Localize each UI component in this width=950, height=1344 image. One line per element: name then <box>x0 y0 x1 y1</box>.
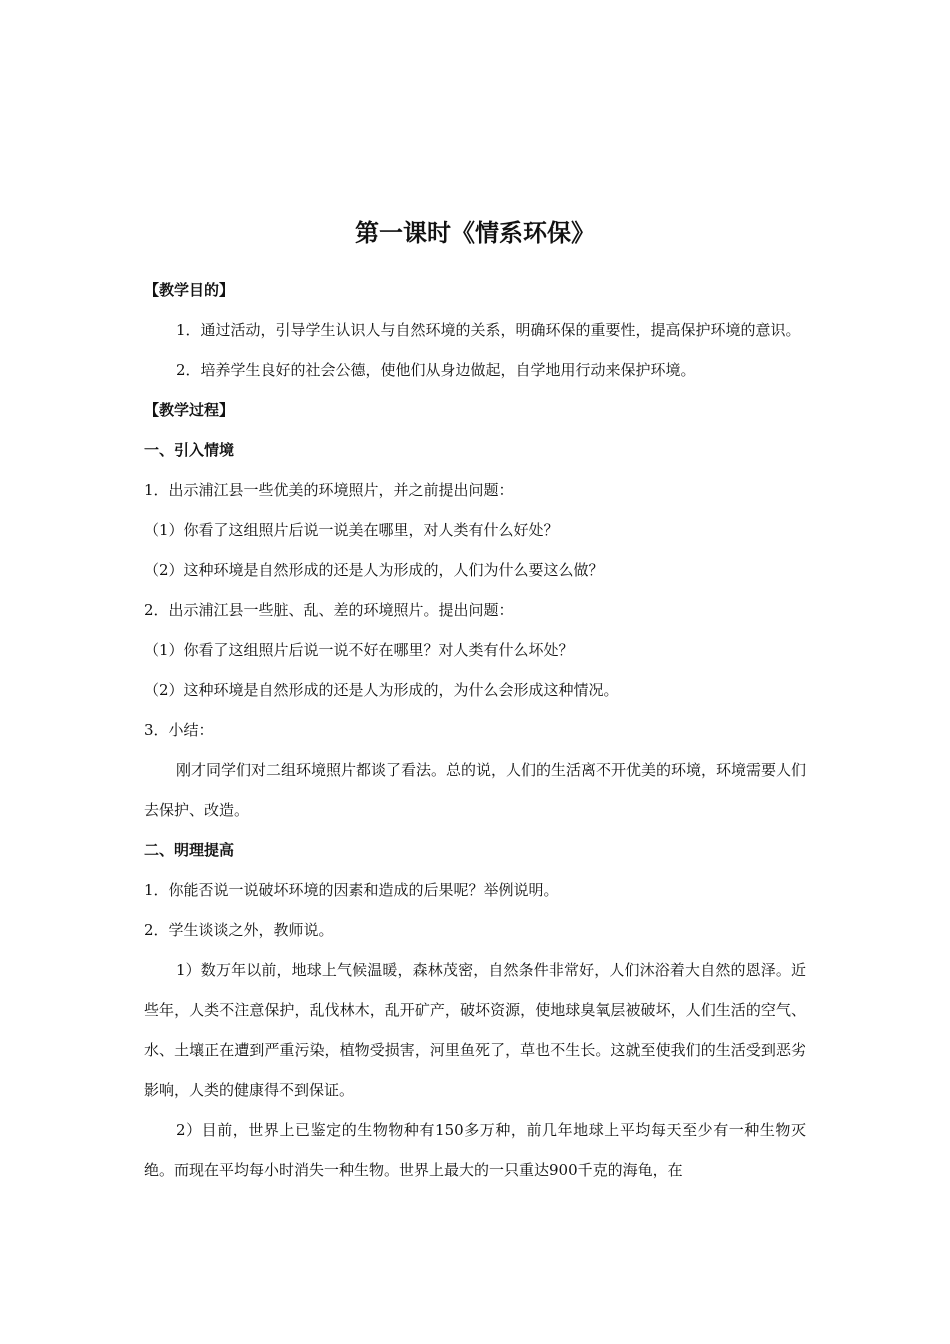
part1-item-2-question-1: （1）你看了这组照片后说一说不好在哪里？对人类有什么坏处？ <box>144 641 574 659</box>
part2-item-1: 1．你能否说一说破坏环境的因素和造成的后果呢？举例说明。 <box>144 881 559 899</box>
document-body <box>144 270 806 1190</box>
objective-2: 2．培养学生良好的社会公德，使他们从身边做起，自学地用行动来保护环境。 <box>176 361 696 379</box>
part2-item-2: 2．学生谈谈之外，教师说。 <box>144 921 334 939</box>
part1-summary: 刚才同学们对二组环境照片都谈了看法。总的说，人们的生活离不开优美的环境，环境需要人们去保护、改造。 <box>144 761 807 819</box>
objective-1: 1．通过活动，引导学生认识人与自然环境的关系，明确环保的重要性，提高保护环境的意识。 <box>176 321 801 339</box>
part1-item-2-question-2: （2）这种环境是自然形成的还是人为形成的，为什么会形成这种情况。 <box>144 681 619 699</box>
part1-item-3: 3．小结： <box>144 721 214 739</box>
part1-item-1-question-1: （1）你看了这组照片后说一说美在哪里，对人类有什么好处？ <box>144 521 559 539</box>
part1-item-1-question-2: （2）这种环境是自然形成的还是人为形成的，人们为什么要这么做？ <box>144 561 604 579</box>
part1-item-1: 1．出示浦江县一些优美的环境照片，并之前提出问题： <box>144 481 514 499</box>
part2-point-2: 2）目前，世界上已鉴定的生物物种有150多万种，前几年地球上平均每天至少有一种生物灭绝。而现在平均每小时消失一种生物。世界上最大的一只重达900千克的海龟，在 <box>144 1121 806 1179</box>
part2-heading: 二、明理提高 <box>144 841 235 859</box>
process-heading: 【教学过程】 <box>144 401 235 419</box>
part1-heading: 一、引入情境 <box>144 441 235 459</box>
page-title: 第一课时《情系环保》 <box>355 219 595 247</box>
part1-item-2: 2．出示浦江县一些脏、乱、差的环境照片。提出问题： <box>144 601 514 619</box>
part2-point-1: 1）数万年以前，地球上气候温暖，森林茂密，自然条件非常好，人们沐浴着大自然的恩泽。近些年，人类不注意保护，乱伐林木，乱开矿产，破坏资源，使地球臭氧层被破坏，人们生活的空气、水、土壤正在遭到严重污染，植物受损害，河里鱼死了，草也不生长。这就至使我们的生活受到恶劣影响，人类的健康得不到保证。 <box>144 961 806 1099</box>
objectives-heading: 【教学目的】 <box>144 281 235 299</box>
